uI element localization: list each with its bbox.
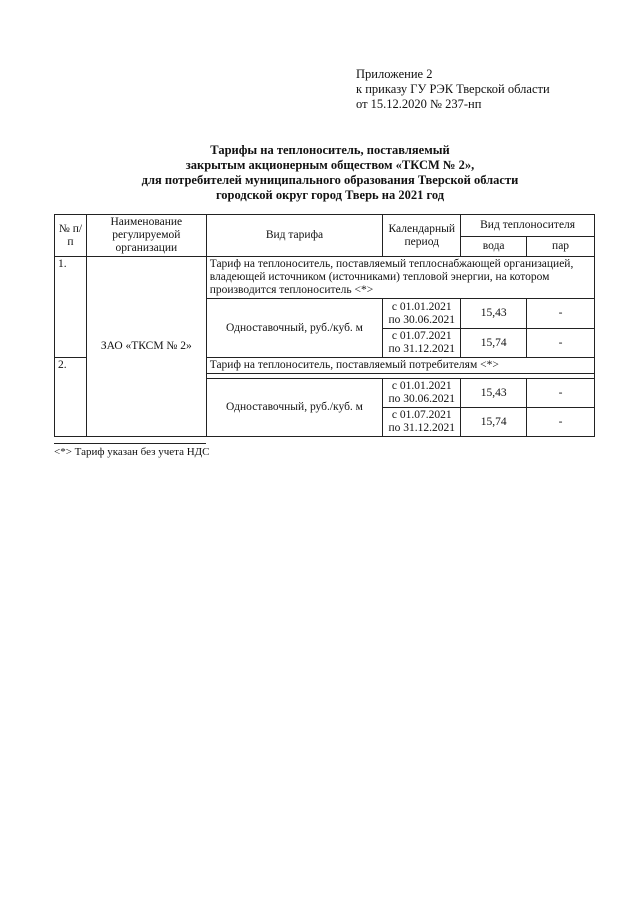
water-value: 15,74: [461, 329, 527, 358]
period-from: с 01.01.2021: [391, 300, 452, 313]
header-period: Календарный период: [383, 215, 461, 257]
header-water: вода: [461, 237, 527, 257]
appendix-line: Приложение 2: [356, 67, 433, 81]
steam-value: -: [527, 329, 595, 358]
period-to: по 30.06.2021: [388, 393, 456, 405]
period-to: по 31.12.2021: [388, 343, 456, 355]
period-to: по 30.06.2021: [388, 313, 456, 326]
footnote: <*> Тариф указан без учета НДС: [54, 446, 210, 458]
title-line: для потребителей муниципального образования Тверской области: [141, 173, 519, 187]
appendix-reference: [356, 67, 550, 112]
footnote-divider: [54, 443, 206, 444]
period-from: с 01.07.2021: [391, 330, 452, 342]
section-num: 2.: [55, 358, 87, 437]
document-title: [60, 143, 600, 203]
tariff-type: Одноставочный, руб./куб. м: [206, 299, 383, 358]
water-value: 15,43: [461, 299, 527, 329]
period-cell: [383, 329, 461, 358]
title-line: закрытым акционерным обществом «ТКСМ № 2»,: [185, 158, 475, 172]
period-cell: [383, 299, 461, 329]
steam-value: -: [527, 299, 595, 329]
steam-value: -: [527, 379, 595, 408]
steam-value: -: [527, 408, 595, 437]
period-from: с 01.01.2021: [391, 380, 452, 392]
title-line: городской округ город Тверь на 2021 год: [215, 188, 445, 202]
header-num: № п/п: [55, 215, 87, 257]
water-value: 15,74: [461, 408, 527, 437]
appendix-line: от 15.12.2020 № 237-нп: [356, 97, 482, 111]
period-to: по 31.12.2021: [388, 422, 456, 434]
header-steam: пар: [527, 237, 595, 257]
title-line: Тарифы на теплоноситель, поставляемый: [210, 143, 450, 157]
section-num: 1.: [55, 257, 87, 358]
header-carrier: Вид теплоносителя: [461, 215, 595, 237]
water-value: 15,43: [461, 379, 527, 408]
period-cell: [383, 379, 461, 408]
header-tariff-type: Вид тарифа: [206, 215, 383, 257]
section-heading: Тариф на теплоноситель, поставляемый теплоснабжающей организацией, владеющей источником (источниками) тепловой энергии, на котором производится теплоноситель <*>: [206, 257, 594, 299]
header-organization: Наименование регулируемой организации: [86, 215, 206, 257]
tariff-table: [54, 214, 595, 437]
tariff-type: Одноставочный, руб./куб. м: [206, 379, 383, 437]
appendix-line: к приказу ГУ РЭК Тверской области: [356, 82, 550, 96]
period-from: с 01.07.2021: [391, 409, 452, 421]
section-heading: Тариф на теплоноситель, поставляемый потребителям <*>: [206, 358, 594, 374]
period-cell: [383, 408, 461, 437]
organization-name: ЗАО «ТКСМ № 2»: [86, 257, 206, 437]
